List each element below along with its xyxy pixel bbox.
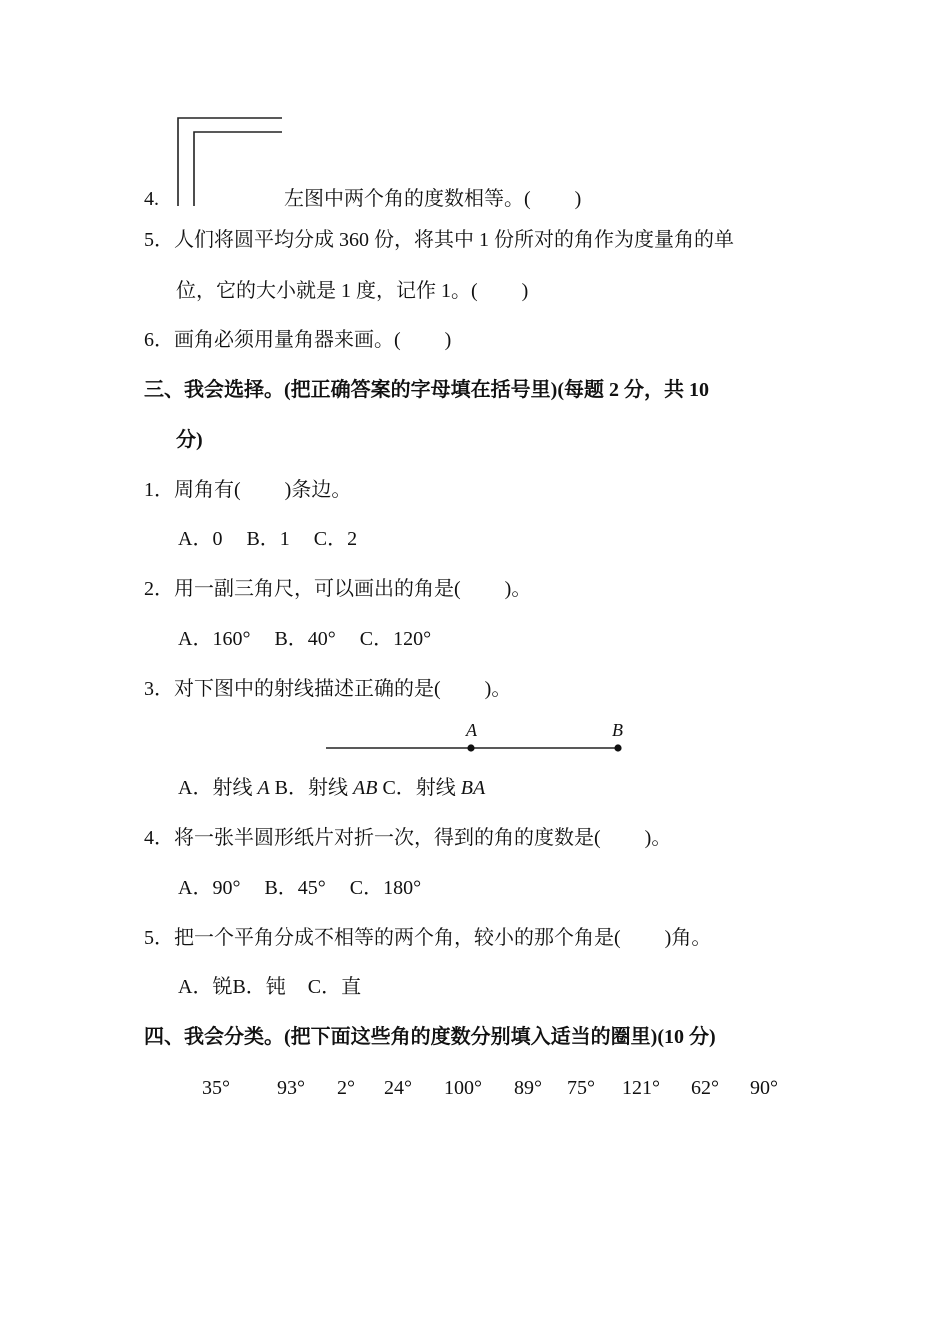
choice-question-3 — [144, 677, 511, 701]
option-b[interactable]: B．1 — [246, 528, 290, 550]
tf-item-5-cont — [176, 279, 528, 303]
choice-question-2 — [144, 577, 531, 601]
degree-value: 89° — [514, 1077, 542, 1099]
point-b-label: B — [612, 720, 623, 740]
tf-item-5-number: 5． — [144, 229, 174, 251]
question-text-end: )。 — [644, 827, 672, 849]
section-4-heading: 四、我会分类。(把下面这些角的度数分别填入适当的圈里)(10 分) — [144, 1026, 716, 1048]
option-b[interactable] — [275, 777, 378, 799]
point-a-dot — [467, 744, 474, 751]
option-a[interactable]: A．160° — [178, 628, 251, 650]
option-a[interactable]: A．0 — [178, 528, 223, 550]
degree-value: 35° — [202, 1077, 230, 1099]
degree-value: 93° — [277, 1077, 305, 1099]
option-b-label: B．射线 — [274, 777, 354, 799]
question-text: 周角有( — [174, 479, 241, 501]
question-number: 4． — [144, 827, 174, 849]
option-a[interactable]: A．锐 — [178, 976, 233, 998]
nested-angles-figure — [170, 112, 290, 212]
tf-item-5-line1: 人们将圆平均分成 360 份，将其中 1 份所对的角作为度量角的单 — [174, 229, 734, 251]
option-c[interactable] — [382, 777, 485, 799]
option-a-label: A．射线 — [178, 777, 258, 799]
question-text-end: )。 — [504, 578, 532, 600]
option-b[interactable]: B．45° — [264, 877, 326, 899]
option-b-var: AB — [353, 777, 378, 799]
question-text-end: )角。 — [664, 927, 712, 949]
degree-value: 2° — [337, 1077, 355, 1099]
tf-item-4 — [144, 187, 159, 211]
option-b[interactable]: B．40° — [274, 628, 336, 650]
option-c[interactable]: C．180° — [349, 877, 422, 899]
degree-value: 90° — [750, 1077, 778, 1099]
tf-item-4-text: 左图中两个角的度数相等。( — [284, 188, 531, 210]
question-text: 将一张半圆形纸片对折一次，得到的角的度数是( — [174, 827, 601, 849]
question-number: 5． — [144, 927, 174, 949]
choice-question-4 — [144, 826, 671, 850]
tf-item-6 — [144, 328, 451, 352]
option-b[interactable]: B．钝 — [232, 976, 286, 998]
choice-question-5 — [144, 926, 711, 950]
degree-value: 75° — [567, 1077, 595, 1099]
question-text-end: )。 — [484, 678, 512, 700]
option-c-var: BA — [460, 777, 486, 799]
degree-value: 121° — [622, 1077, 660, 1099]
question-text: 把一个平角分成不相等的两个角，较小的那个角是( — [174, 927, 621, 949]
question-text-end: )条边。 — [284, 479, 352, 501]
section-3-heading: 三、我会选择。(把正确答案的字母填在括号里)(每题 2 分，共 10 — [144, 379, 709, 401]
tf-item-6-text: 画角必须用量角器来画。( — [174, 329, 401, 351]
tf-item-5-line2: 位，它的大小就是 1 度，记作 1。( — [176, 280, 478, 302]
choice-question-1 — [144, 478, 351, 502]
question-text: 对下图中的射线描述正确的是( — [174, 678, 441, 700]
option-c[interactable]: C．2 — [313, 528, 358, 550]
inner-angle — [194, 132, 282, 206]
option-c[interactable]: C．120° — [359, 628, 432, 650]
point-b-dot — [614, 744, 621, 751]
option-a[interactable]: A．90° — [178, 877, 241, 899]
close-paren: ) — [521, 280, 529, 302]
section-3-heading-cont: 分) — [176, 429, 203, 451]
degree-value: 24° — [384, 1077, 412, 1099]
question-number: 3． — [144, 678, 174, 700]
tf-item-5 — [144, 228, 734, 252]
choice-options-3 — [178, 776, 485, 800]
choice-options-5 — [178, 975, 361, 999]
choice-options-2 — [178, 627, 455, 651]
choice-options-1 — [178, 527, 381, 551]
option-a[interactable] — [178, 777, 270, 799]
option-c-label: C．射线 — [382, 777, 461, 799]
tf-item-4-statement — [284, 187, 581, 211]
close-paren: ) — [444, 329, 452, 351]
option-a-var: A — [257, 777, 270, 799]
close-paren: ) — [574, 188, 582, 210]
tf-item-4-number: 4. — [144, 188, 159, 210]
question-number: 1． — [144, 479, 174, 501]
ray-figure — [320, 718, 640, 758]
point-a-label: A — [466, 720, 477, 740]
degree-value: 100° — [444, 1077, 482, 1099]
question-number: 2． — [144, 578, 174, 600]
degree-value: 62° — [691, 1077, 719, 1099]
question-text: 用一副三角尺，可以画出的角是( — [174, 578, 461, 600]
option-c[interactable]: C．直 — [307, 976, 362, 998]
tf-item-6-number: 6． — [144, 329, 174, 351]
choice-options-4 — [178, 876, 445, 900]
